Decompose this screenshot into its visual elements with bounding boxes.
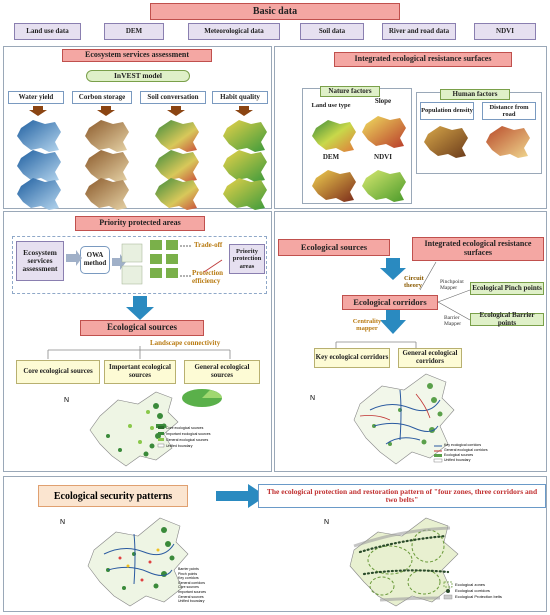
human-population: Population density <box>420 102 474 120</box>
svg-text:N: N <box>64 397 70 404</box>
invest-model: InVEST model <box>86 70 190 82</box>
corridors-legend-boundary: Unified boundary <box>444 458 471 462</box>
key-corridors-box: Key ecological corridors <box>314 348 390 368</box>
sources-bracket <box>40 346 240 360</box>
legend-ecological-zones: Ecological zones <box>455 582 486 587</box>
sources-legend-general: General ecological sources <box>166 438 209 442</box>
corridors-resistance-box: Integrated ecological resistance surfaces <box>412 237 544 261</box>
priority-ess-box: Ecosystem services assessment <box>16 241 64 281</box>
svg-text:N: N <box>310 395 316 402</box>
sources-legend-important: Important ecological sources <box>166 432 211 436</box>
basic-item-meteorological: Meteorological data <box>188 23 280 40</box>
service-water-yield: Water yield <box>8 91 64 104</box>
barrier-points-box: Ecological Barrier points <box>470 313 544 326</box>
pinch-points-box: Ecological Pinch points <box>470 282 544 295</box>
down-arrow-to-sources <box>126 296 154 320</box>
priority-title: Priority protected areas <box>75 216 205 231</box>
basic-item-river-road: River and road data <box>382 23 456 40</box>
human-factors-title: Human factors <box>440 89 510 100</box>
resistance-title: Integrated ecological resistance surfaces <box>334 52 512 67</box>
legend-important-sources: Important sources <box>178 589 207 594</box>
priority-tradeoff: Trade-off <box>194 241 223 249</box>
basic-item-soil: Soil data <box>300 23 364 40</box>
legend-general-corridors: General corridors <box>178 580 206 585</box>
security-title: Ecological security patterns <box>38 485 188 507</box>
basic-item-dem: DEM <box>104 23 164 40</box>
human-distance-road: Distance from road <box>482 102 536 120</box>
corridors-legend-labels <box>444 443 488 463</box>
resistance-maps <box>302 112 547 207</box>
arrow-habitat <box>235 106 253 116</box>
sources-legend-labels <box>166 425 211 449</box>
service-habit-quality: Habit quality <box>212 91 268 104</box>
security-map-left <box>54 510 244 610</box>
security-legend-right <box>455 582 502 600</box>
priority-ppa-box: Priority protection areas <box>229 244 265 274</box>
corridors-sources-box: Ecological sources <box>278 239 390 256</box>
basic-data-title: Basic data <box>150 3 400 20</box>
legend-pinch-points: Pinch points <box>178 571 198 576</box>
nature-slope: Slope <box>374 97 392 106</box>
sources-legend-boundary: Unified boundary <box>166 444 193 448</box>
centrality-mapper: Centrality mapper <box>352 318 382 333</box>
priority-efficiency: Protection efficiency <box>192 269 223 285</box>
general-sources: General ecological sources <box>184 360 260 384</box>
legend-core-sources: Core sources <box>178 585 199 590</box>
pinchpoint-mapper: Pinchpoint Mapper <box>440 279 464 292</box>
svg-text:N: N <box>324 519 330 526</box>
arrow-soil <box>167 106 185 116</box>
arrow-water <box>29 106 47 116</box>
service-carbon-storage: Corbon storage <box>72 91 132 104</box>
nature-land-use: Land use type <box>311 102 351 110</box>
core-sources: Core ecological sources <box>16 360 100 384</box>
barrier-mapper: Barrier Mapper <box>444 315 462 328</box>
legend-key-corridors: Key corridors <box>178 576 199 581</box>
priority-owa-box: OWA method <box>80 246 110 274</box>
arrow-carbon <box>97 106 115 116</box>
svg-text:N: N <box>60 519 66 526</box>
priority-flow-graphics <box>64 236 254 294</box>
general-corridors-box: General ecological corridors <box>398 348 462 368</box>
nature-dem: DEM <box>322 153 340 162</box>
legend-barrier-points: Barrier points <box>178 567 199 571</box>
corridors-title: Ecological corridors <box>342 295 438 310</box>
corridors-legend-general: General ecological corridors <box>444 448 488 452</box>
legend-ecological-corridors: Ecological corridors <box>455 588 490 593</box>
ess-maps <box>3 104 272 208</box>
sources-title: Ecological sources <box>80 320 204 336</box>
corridors-legend-key: Key ecological corridors <box>444 443 482 447</box>
nature-factors-title: Nature factors <box>320 86 380 97</box>
landscape-connectivity: Landscape connectivity <box>150 339 221 347</box>
basic-item-ndvi: NDVI <box>474 23 536 40</box>
legend-protection-belts: Ecological Protection belts <box>455 594 502 599</box>
legend-general-sources: General sources <box>178 594 204 599</box>
important-sources: Important ecological sources <box>104 360 176 384</box>
basic-item-land-use: Land use data <box>14 23 81 40</box>
sources-map <box>60 386 260 470</box>
legend-unified-boundary: Unified boundary <box>178 599 205 604</box>
circuit-theory: Circuit theory <box>404 275 424 290</box>
sources-legend-core: Core ecological sources <box>166 426 204 430</box>
corridors-legend-sources: Ecological sources <box>444 453 474 457</box>
ess-title: Ecosystem services assessment <box>62 49 212 62</box>
security-pattern-text: The ecological protection and restoration pattern of "four zones, three corridors and two belts" <box>258 484 546 508</box>
security-legend-left <box>178 567 206 604</box>
mapper-lines <box>436 286 472 326</box>
service-soil-conversation: Soil conversation <box>140 91 206 104</box>
nature-ndvi: NDVI <box>374 153 392 162</box>
